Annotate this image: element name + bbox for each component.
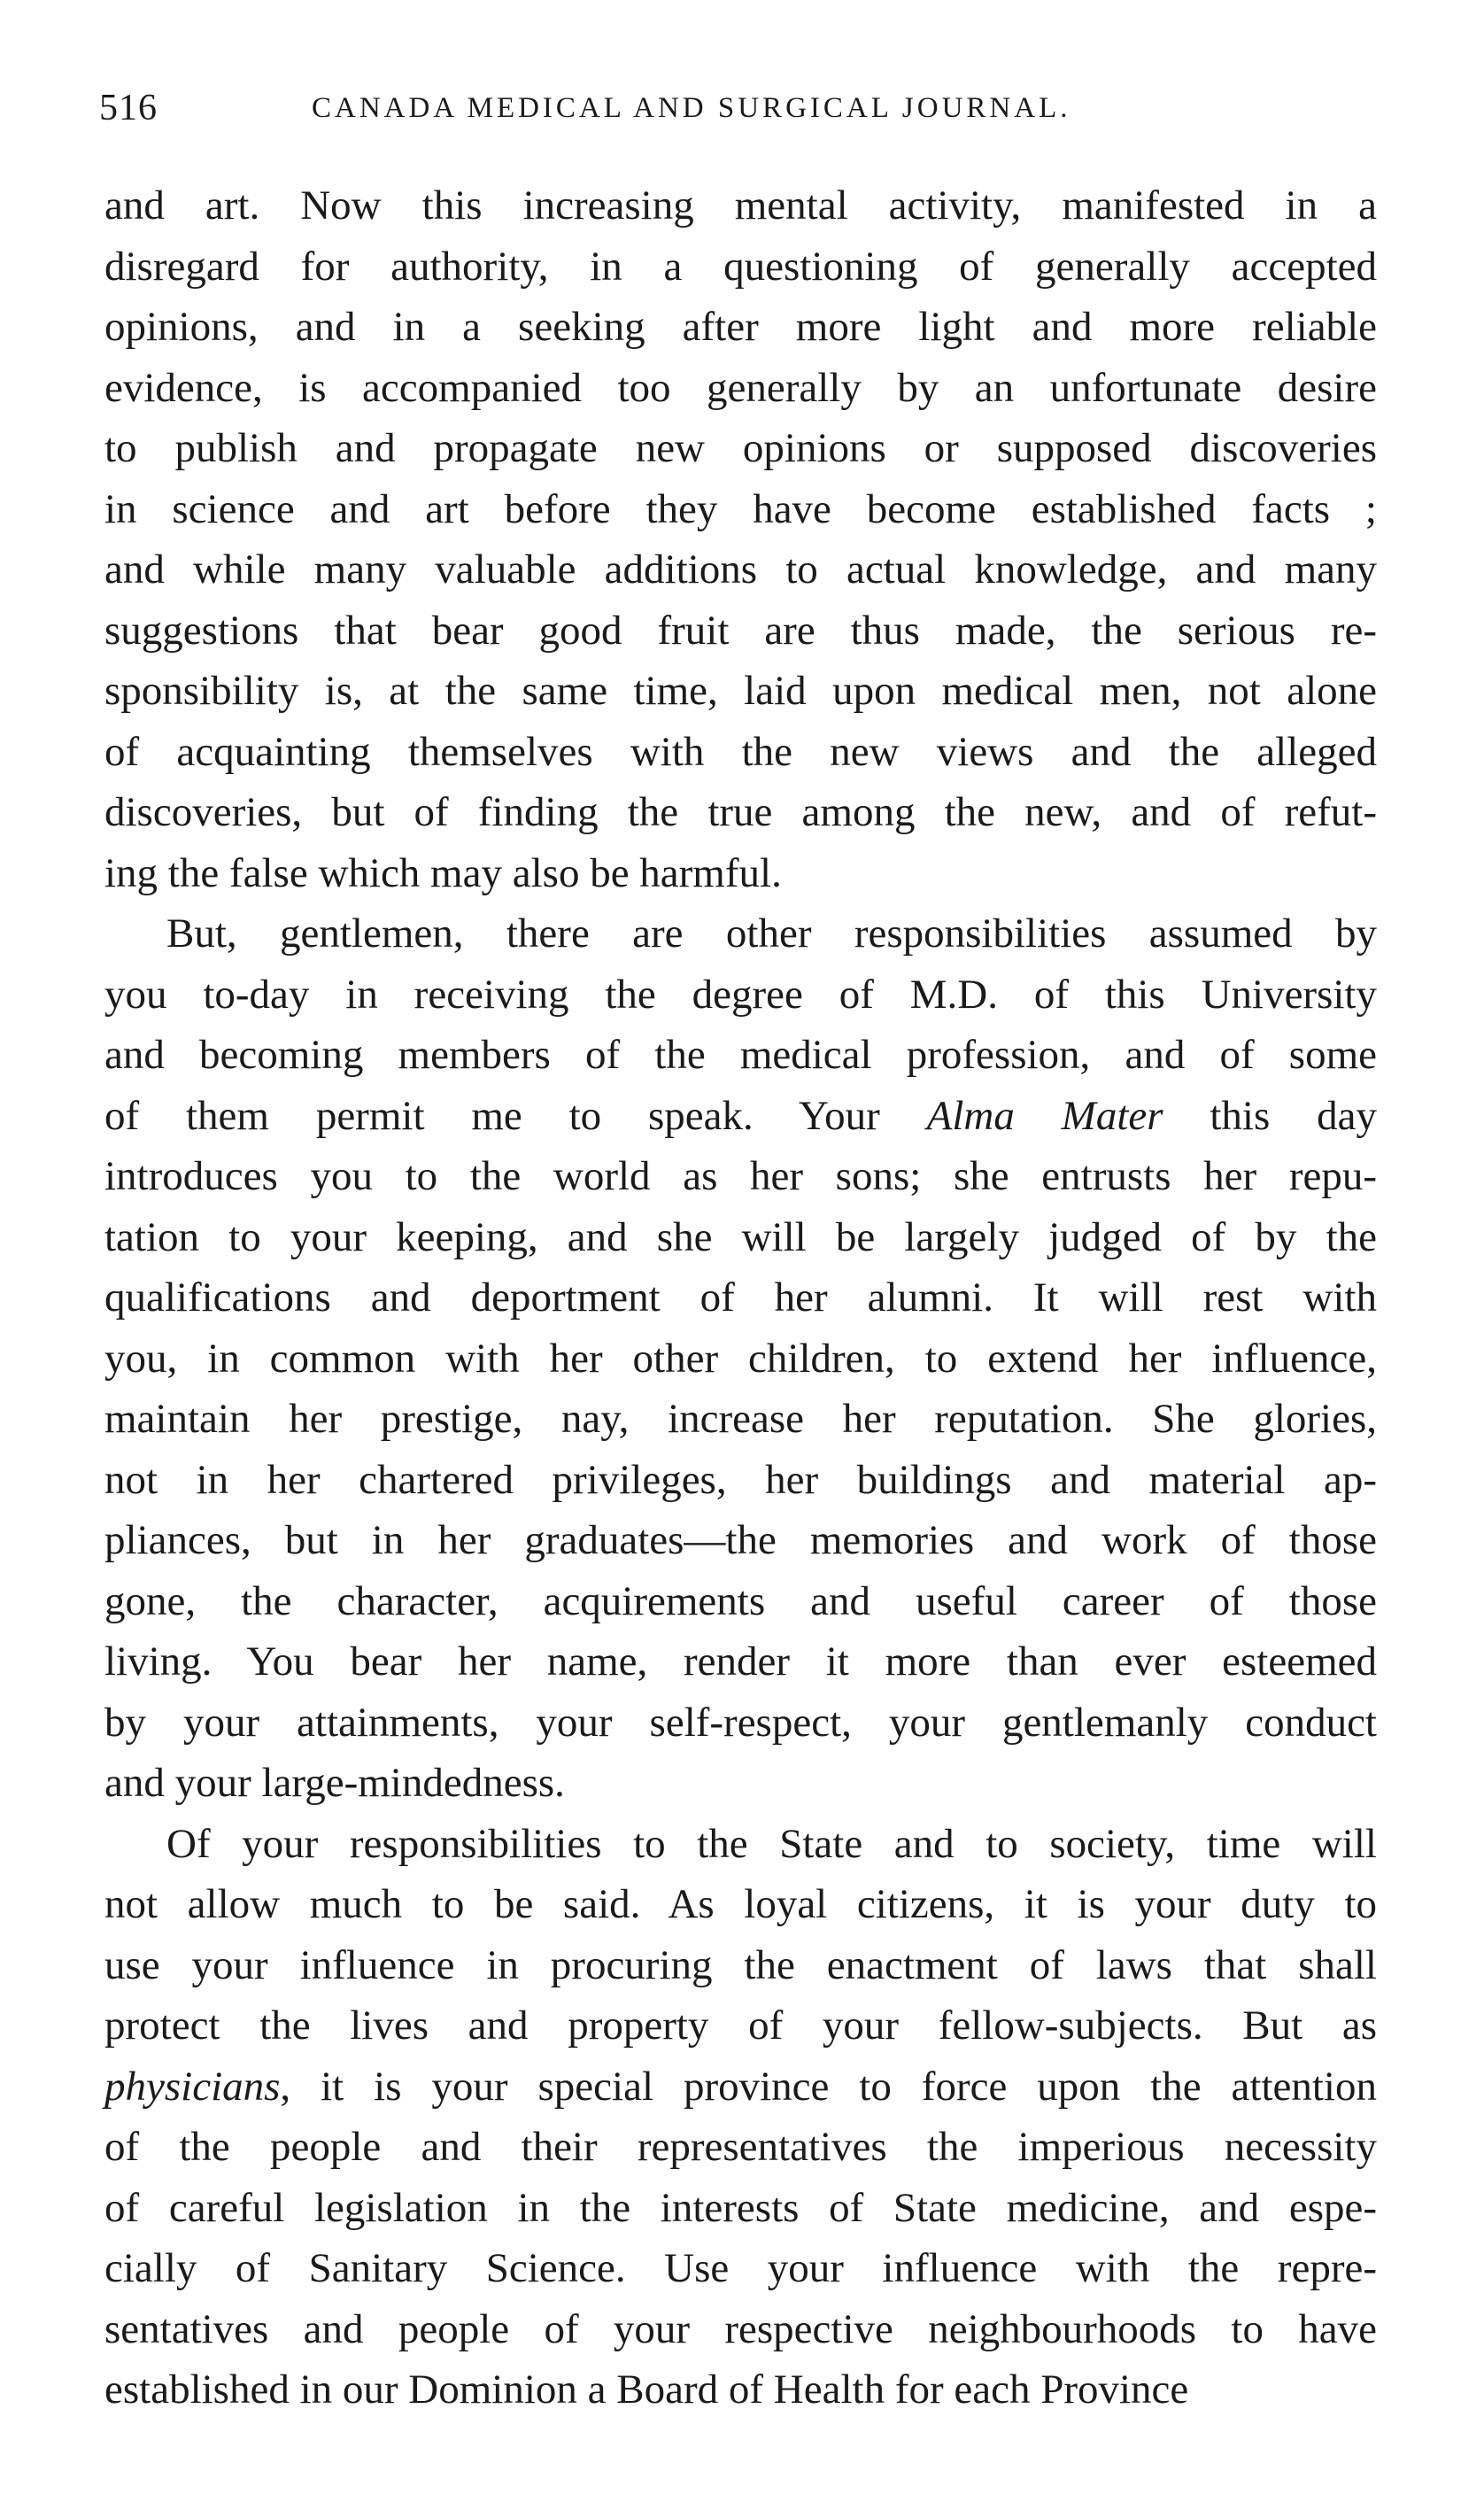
text-line: to publish and propagate new opinions or supposed discoveries (104, 425, 1377, 471)
text-line: not in her chartered privileges, her buildings and material ap- (104, 1456, 1377, 1503)
text-line: evidence, is accompanied too generally by an unfortunate desire (104, 364, 1377, 411)
text-line: of the people and their representatives the imperious necessity (104, 2124, 1377, 2170)
journal-title: CANADA MEDICAL AND SURGICAL JOURNAL. (312, 92, 1071, 124)
text-line: physicians, it is your special province to force upon the attention (104, 2063, 1377, 2110)
text-line: tation to your keeping, and she will be largely judged of by the (104, 1213, 1377, 1260)
text-line: of careful legislation in the interests of State medicine, and espe- (104, 2184, 1377, 2231)
paragraph (104, 903, 1377, 1814)
running-head (99, 87, 1383, 140)
text-line: discoveries, but of finding the true among the new, and of refut- (104, 789, 1377, 835)
text-line: of them permit me to speak. Your Alma Mater this day (104, 1092, 1377, 1139)
text-line: of acquainting themselves with the new views and the alleged (104, 728, 1377, 775)
text-line: disregard for authority, in a questioning of generally accepted (104, 243, 1377, 290)
text-line: living. You bear her name, render it more than ever esteemed (104, 1638, 1377, 1685)
text-line: gone, the character, acquirements and useful career of those (104, 1577, 1377, 1624)
paragraph (104, 1814, 1377, 2421)
text-line: suggestions that bear good fruit are thus made, the serious re- (104, 607, 1377, 654)
text-line: you, in common with her other children, to extend her influence, (104, 1335, 1377, 1382)
text-line: by your attainments, your self-respect, your gentlemanly conduct (104, 1699, 1377, 1746)
text-line: and art. Now this increasing mental activity, manifested in a (104, 182, 1377, 229)
text-line: you to-day in receiving the degree of M.D. of this University (104, 971, 1377, 1018)
page-number: 516 (99, 88, 158, 128)
text-line: not allow much to be said. As loyal citizens, it is your duty to (104, 1881, 1377, 1927)
text-line: introduces you to the world as her sons; she entrusts her repu- (104, 1153, 1377, 1199)
text-line: ing the false which may also be harmful. (104, 849, 782, 896)
text-line: in science and art before they have become established facts ; (104, 485, 1377, 532)
text-line: sponsibility is, at the same time, laid upon medical men, not alone (104, 668, 1377, 714)
text-line: use your influence in procuring the enactment of laws that shall (104, 1941, 1377, 1988)
text-line: and while many valuable additions to actual knowledge, and many (104, 546, 1377, 593)
text-line: established in our Dominion a Board of Health for each Province (104, 2366, 1189, 2413)
paragraph (104, 175, 1377, 903)
article-body (104, 175, 1377, 2421)
text-line: and becoming members of the medical profession, and of some (104, 1032, 1377, 1078)
text-line: maintain her prestige, nay, increase her reputation. She glories, (104, 1396, 1377, 1442)
text-line: sentatives and people of your respective neighbourhoods to have (104, 2305, 1377, 2352)
text-line: Of your responsibilities to the State and to society, time will (166, 1820, 1377, 1867)
text-line: opinions, and in a seeking after more light and more reliable (104, 304, 1377, 350)
italic-phrase: physicians (104, 2063, 281, 2110)
italic-phrase: Alma Mater (926, 1092, 1163, 1139)
text-line: protect the lives and property of your fellow-subjects. But as (104, 2002, 1377, 2049)
text-line: But, gentlemen, there are other responsibilities assumed by (166, 910, 1377, 957)
text-line: qualifications and deportment of her alumni. It will rest with (104, 1274, 1377, 1321)
text-line: cially of Sanitary Science. Use your influence with the repre- (104, 2245, 1377, 2291)
text-line: and your large-mindedness. (104, 1760, 565, 1806)
text-line: pliances, but in her graduates—the memories and work of those (104, 1517, 1377, 1563)
